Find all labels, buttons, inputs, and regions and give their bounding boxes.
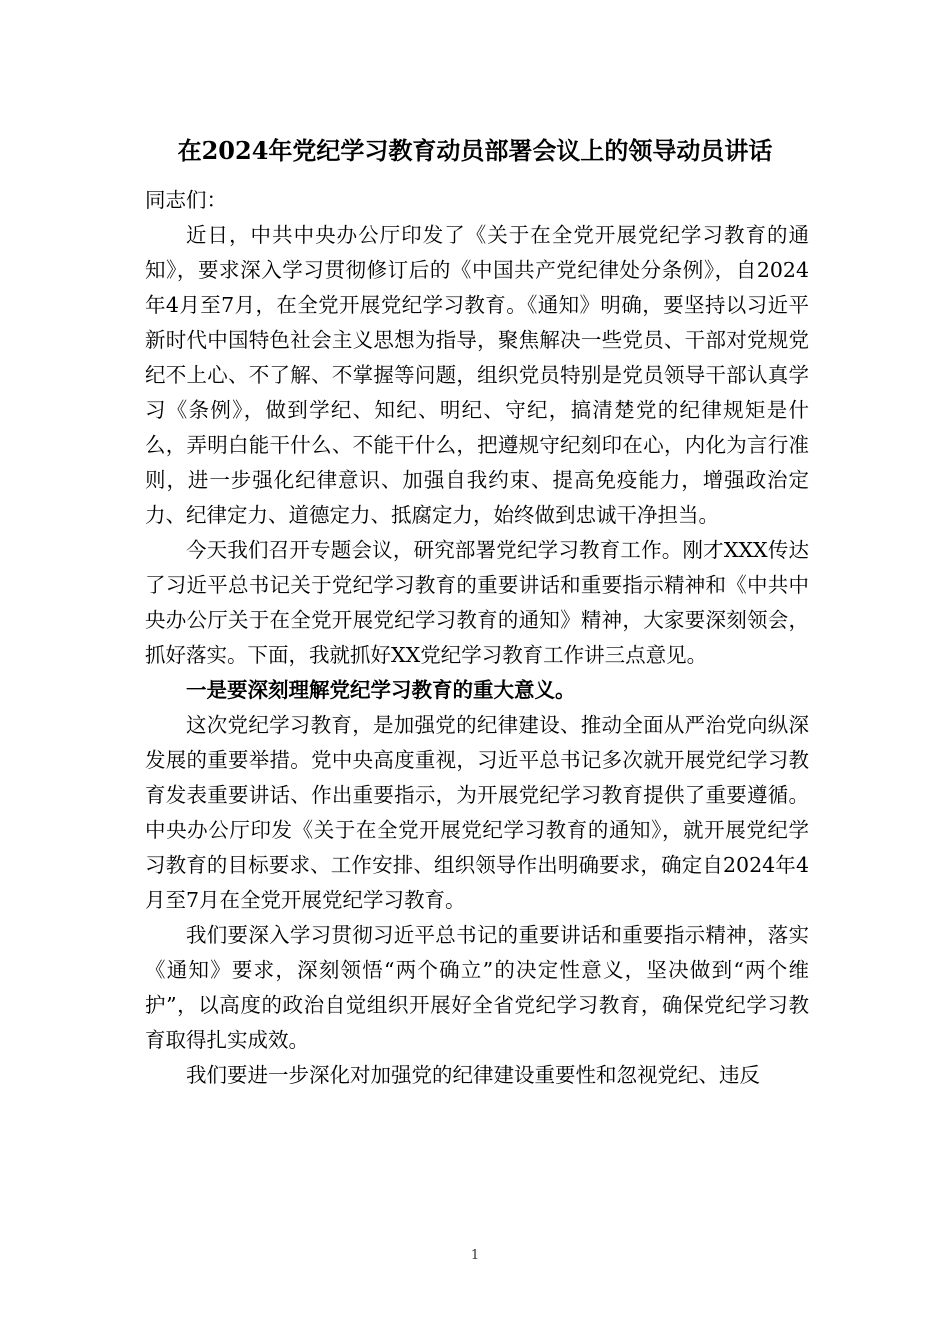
- paragraph-continued: 我们要进一步深化对加强党的纪律建设重要性和忽视党纪、违反: [186, 1063, 760, 1087]
- section-heading-1: 一是要深刻理解党纪学习教育的重大意义。: [186, 678, 576, 702]
- paragraph-meeting: 今天我们召开专题会议，研究部署党纪学习教育工作。刚才XXX传达了习近平总书记关于党纪学习教育的重要讲话和重要指示精神和《中共中央办公厅关于在全党开展党纪学习教育的通知》精神，大家要深刻领会，抓好落实。下面，我就抓好XX党纪学习教育工作讲三点意见。: [145, 538, 809, 667]
- paragraph-implementation: 我们要深入学习贯彻习近平总书记的重要讲话和重要指示精神，落实《通知》要求，深刻领悟“两个确立”的决定性意义，坚决做到“两个维护”，以高度的政治自觉组织开展好全省党纪学习教育，确保党纪学习教育取得扎实成效。: [145, 923, 809, 1052]
- page-number: 1: [470, 1248, 480, 1263]
- document-body: [145, 183, 809, 1093]
- paragraph-significance: 这次党纪学习教育，是加强党的纪律建设、推动全面从严治党向纵深发展的重要举措。党中央高度重视，习近平总书记多次就开展党纪学习教育发表重要讲话、作出重要指示，为开展党纪学习教育提供了重要遵循。中央办公厅印发《关于在全党开展党纪学习教育的通知》，就开展党纪学习教育的目标要求、工作安排、组织领导作出明确要求，确定自2024年4月至7月在全党开展党纪学习教育。: [145, 713, 809, 912]
- paragraph-intro: 近日，中共中央办公厅印发了《关于在全党开展党纪学习教育的通知》，要求深入学习贯彻修订后的《中国共产党纪律处分条例》，自2024年4月至7月，在全党开展党纪学习教育。《通知》明确，要坚持以习近平新时代中国特色社会主义思想为指导，聚焦解决一些党员、干部对党规党纪不上心、不了解、不掌握等问题，组织党员特别是党员领导干部认真学习《条例》，做到学纪、知纪、明纪、守纪，搞清楚党的纪律规矩是什么，弄明白能干什么、不能干什么，把遵规守纪刻印在心，内化为言行准则，进一步强化纪律意识、加强自我约束、提高免疫能力，增强政治定力、纪律定力、道德定力、抵腐定力，始终做到忠诚干净担当。: [145, 223, 809, 527]
- salutation: 同志们：: [145, 188, 227, 212]
- document-title: 在2024年党纪学习教育动员部署会议上的领导动员讲话: [177, 136, 773, 165]
